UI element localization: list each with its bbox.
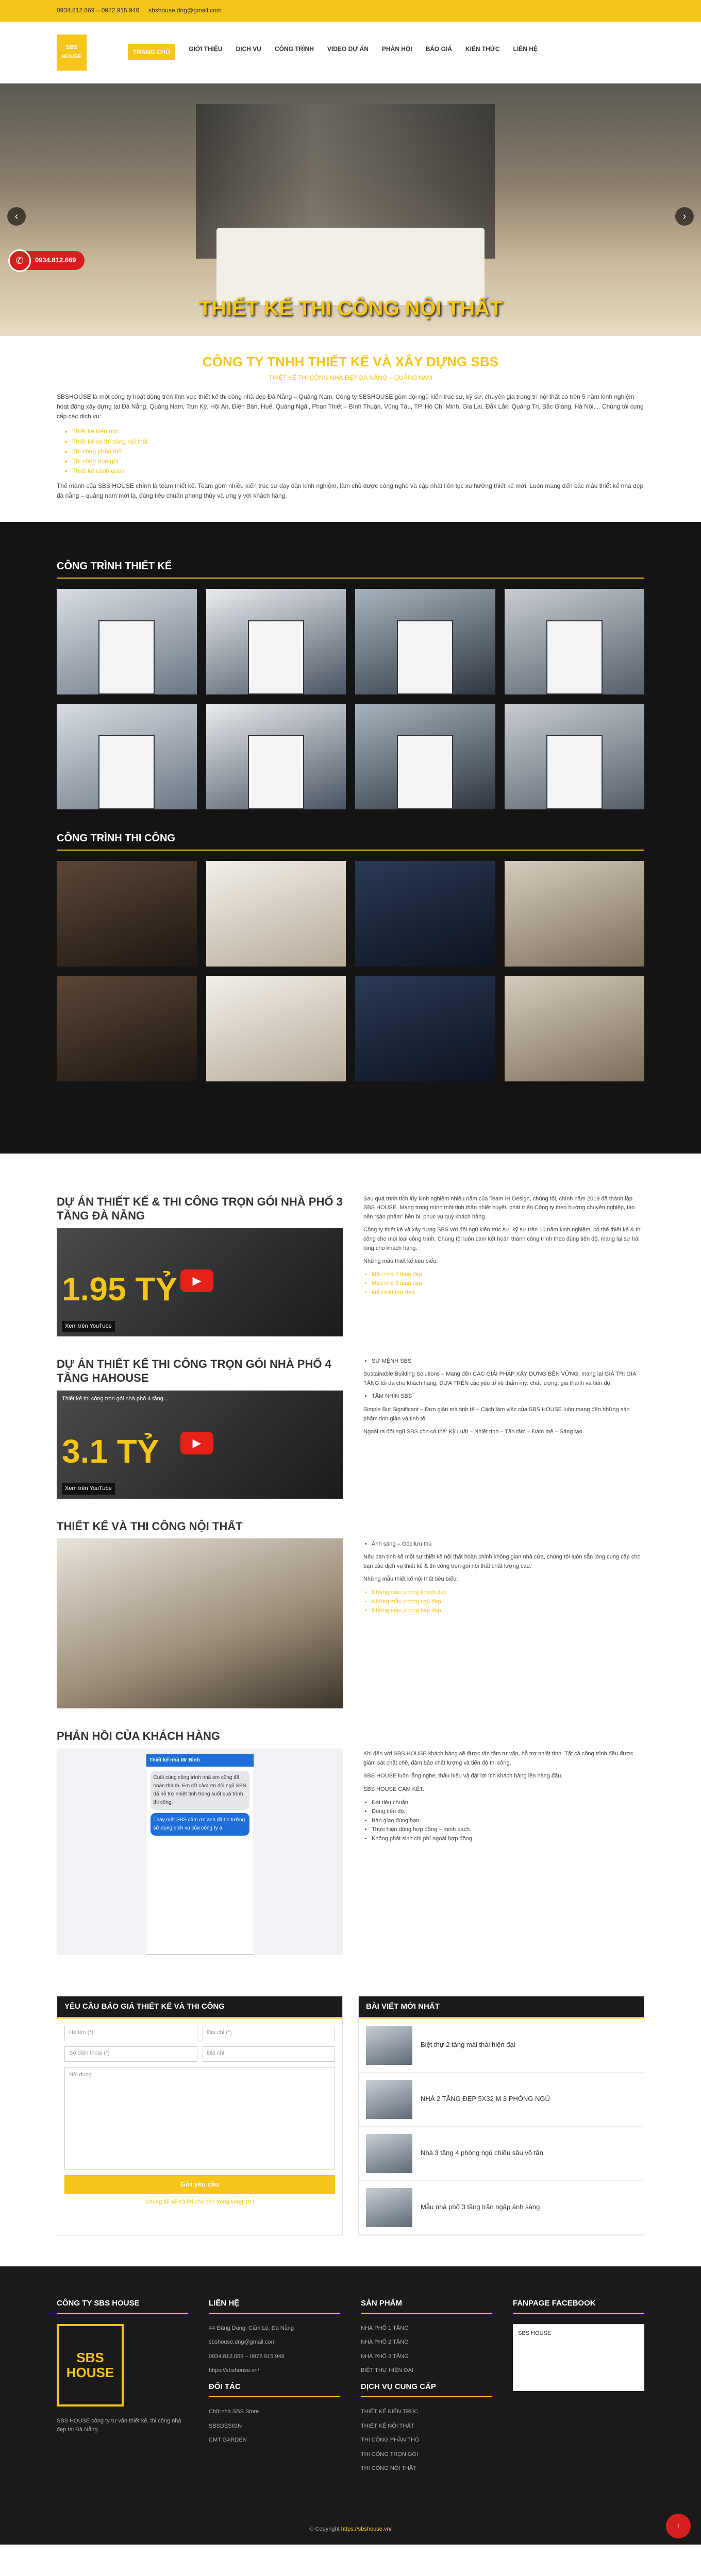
project-row (57, 1519, 644, 1709)
mission-heading: • SỨ MỆNH SBS (372, 1357, 644, 1366)
build-thumb[interactable] (355, 861, 495, 967)
desc-paragraph: Những mẫu thiết kế tiêu biểu: (363, 1258, 438, 1265)
play-icon[interactable]: ▶ (180, 1432, 213, 1454)
phone-link[interactable]: 0934.812.669 – 0972.915.946 (209, 2353, 285, 2360)
house-illustration (546, 620, 603, 694)
service-link[interactable]: • Thiết kế và thi công nội thất (72, 437, 644, 447)
main-nav (128, 44, 538, 60)
project-description (363, 1357, 644, 1499)
nav-video[interactable]: VIDEO DỰ ÁN (327, 45, 369, 53)
house-illustration (546, 735, 603, 809)
youtube-link[interactable]: Xem trên YouTube (62, 1483, 115, 1495)
intro-section (0, 336, 701, 522)
news-link[interactable]: Nhà 3 tầng 4 phòng ngủ chiều sâu vô tận (421, 2149, 543, 2157)
nav-contact[interactable]: LIÊN HỆ (513, 45, 538, 53)
copyright-link[interactable]: https://sbshouse.vn/ (341, 2526, 392, 2532)
house-illustration (98, 620, 155, 694)
site-header (0, 22, 701, 83)
feedback-carousel (57, 1749, 343, 1955)
footer-company (57, 2297, 188, 2479)
product-link[interactable]: NHÀ PHỐ 1 TẦNG (361, 2325, 409, 2331)
product-link[interactable]: NHÀ PHỐ 3 TẦNG (361, 2353, 409, 2360)
email-field[interactable]: Địa chỉ (203, 2046, 336, 2062)
email-info: sbshouse.dng@gmail.com (148, 7, 222, 14)
project-row (57, 1729, 644, 1955)
submit-button[interactable]: Gửi yêu cầu (64, 2175, 335, 2194)
hero-heading: THIẾT KẾ THI CÔNG NỘI THẤT (198, 297, 503, 320)
house-illustration (397, 735, 453, 809)
design-thumb[interactable] (206, 589, 346, 694)
news-item[interactable] (359, 2019, 644, 2073)
sample-link[interactable]: • Mẫu nhà 2 tầng đẹp (372, 1270, 644, 1280)
sample-link[interactable]: • Những mẫu phòng ngủ đẹp (372, 1598, 644, 1607)
desc-paragraph: Sau quá trình tích lũy kinh nghiệm nhiều năm của Team IH Design, chúng tôi, chính năm 2019 đã thành lập SBS HOUSE. Mang trong mình một tinh thần nhiệt huyết, phát triển Công ty theo hướng chuyên nghiệp, tạo nên “sản phẩm” bền bỉ, phục vụ quý khách hàng. (363, 1195, 635, 1220)
project-title: THIẾT KẾ VÀ THI CÔNG NỘI THẤT (57, 1519, 243, 1533)
footer-desc: SBS HOUSE công ty tư vấn thiết kế, thi công nhà đẹp tại Đà Nẵng. (57, 2417, 181, 2433)
desc-paragraph: Simple But Significant – Đơn giản mà tinh tế – Cách làm việc của SBS HOUSE luôn mang đến những sản phẩm tinh giản và tinh tế. (363, 1406, 630, 1422)
quote-form-title: YÊU CẦU BÁO GIÁ THIẾT KẾ VÀ THI CÔNG (57, 1996, 342, 2019)
footer-heading: CÔNG TY SBS HOUSE (57, 2297, 188, 2314)
build-projects-title: CÔNG TRÌNH THI CÔNG (57, 830, 644, 851)
news-title: BÀI VIẾT MỚI NHẤT (359, 1996, 644, 2019)
website-link[interactable]: https://sbshouse.vn/ (209, 2367, 259, 2374)
hotline-button[interactable]: 0934.812.669 (10, 251, 85, 270)
footer-logo[interactable]: SBS HOUSE (57, 2324, 124, 2406)
nav-home[interactable]: TRANG CHỦ (128, 44, 175, 60)
partner-link[interactable]: Chữ nhà SBS Store (209, 2409, 259, 2415)
build-thumb[interactable] (57, 861, 197, 967)
phone-icon[interactable]: ✆ (8, 249, 31, 272)
email-link[interactable]: sbshouse.dng@gmail.com (209, 2339, 276, 2346)
news-item[interactable] (359, 2073, 644, 2127)
house-illustration (248, 735, 304, 809)
service-link[interactable]: THI CÔNG NỘI THẤT (361, 2465, 416, 2472)
service-list (72, 427, 644, 476)
commit-item: • Đúng tiến độ. (372, 1807, 644, 1817)
news-link[interactable]: Biệt thự 2 tầng mái thái hiện đại (421, 2041, 515, 2049)
build-thumb[interactable] (505, 976, 645, 1081)
feedback-description (363, 1729, 644, 1955)
logo[interactable]: SBS HOUSE (57, 35, 87, 71)
address-field[interactable]: Địa chỉ (*) (203, 2026, 336, 2041)
chat-message: Cuối cùng công trình nhà em cũng đã hoàn thành. Em rất cảm ơn đội ngũ SBS đã hỗ trợ nhiệt tình trong suốt quá trình thi công. (151, 1771, 249, 1810)
service-link[interactable]: • Thi công phần thô (72, 447, 644, 456)
desc-bullet: • Ánh sáng – Góc lưu thú (372, 1540, 644, 1549)
interior-image[interactable] (57, 1538, 343, 1708)
build-thumb[interactable] (206, 861, 346, 967)
footer-fanpage (513, 2297, 644, 2479)
desc-paragraph: SBS HOUSE luôn lắng nghe, thấu hiểu và đặt lợi ích khách hàng lên hàng đầu. (363, 1773, 563, 1780)
design-grid (57, 589, 644, 809)
design-thumb[interactable] (505, 704, 645, 809)
nav-about[interactable]: GIỚI THIỆU (189, 45, 223, 53)
build-grid (57, 861, 644, 1081)
footer-contact (209, 2297, 340, 2479)
video-price: 3.1 TỶ (62, 1433, 159, 1470)
address-item: 44 Đăng Dung, Cẩm Lệ, Đà Nẵng (209, 2325, 294, 2331)
news-thumb[interactable] (366, 2188, 412, 2227)
nav-quote[interactable]: BÁO GIÁ (425, 45, 452, 53)
desc-paragraph: Nếu bạn tính kế một sự thiết kế nội thất hoàn chỉnh không gian nhà cửa, chúng tôi luôn sẵn lòng cung cấp cho bạn các dịch vụ thiết kế & thi công trọn gói nội thất chất lượng cao. (363, 1554, 641, 1569)
footer-products (361, 2297, 492, 2479)
copyright-text: © Copyright (309, 2526, 340, 2532)
nav-projects[interactable]: CÔNG TRÌNH (274, 45, 314, 53)
intro-text-2: Thế mạnh của SBS HOUSE chính là team thiết kế. Team gồm nhiều kiến trúc sư dày dặn kinh nghiệm, làm chủ được công nghệ và cập nhật liên tục xu hướng thiết kế mới. Luôn mang đến các mẫu thiết kế nhà đẹp đà nẵng – quảng nam mới lạ, đúng tiêu chuẩn phong thủy và ưng ý với khách hàng. (57, 482, 644, 500)
projects-gallery (0, 522, 701, 1154)
chat-message: Thay mặt SBS cảm ơn anh đã tin tưởng sử dụng dịch vụ của công ty ạ. (151, 1813, 249, 1836)
service-link[interactable]: THI CÔNG TRỌN GÓI (361, 2451, 419, 2458)
video-caption: Thiết kế thi công trọn gói nhà phố 4 tầng... (62, 1395, 169, 1402)
partner-link[interactable]: CMT GARDEN (209, 2437, 247, 2444)
design-thumb[interactable] (355, 589, 495, 694)
play-icon[interactable]: ▶ (180, 1269, 213, 1292)
quote-and-news (0, 1996, 701, 2266)
footer-heading: LIÊN HỆ (209, 2297, 340, 2314)
video-player[interactable] (57, 1228, 343, 1336)
house-illustration (248, 620, 304, 694)
service-link[interactable]: THI CÔNG PHẦN THÔ (361, 2437, 420, 2444)
desc-paragraph: Công ty thiết kế và xây dựng SBS với đội ngũ kiến trúc sư, kỹ sư trên 10 năm kinh nghiệm, có thể thiết kế & thi công cho mọi loại công trình. Chúng tôi luôn cam kết hoàn thành công trình theo đúng tiến độ, mang lại sự hài lòng cho khách hàng. (363, 1227, 642, 1251)
service-link[interactable]: • Thiết kế kiến trúc (72, 427, 644, 436)
news-thumb[interactable] (366, 2026, 412, 2065)
design-projects-title: CÔNG TRÌNH THIẾT KẾ (57, 558, 644, 579)
desc-paragraph: Khi đến với SBS HOUSE khách hàng sẽ được tận tâm tư vấn, hỗ trợ nhiệt tình. Tất cả công trình đều được giám sát chặt chẽ, đảm bảo chất lượng và tiến độ thi công. (363, 1751, 633, 1766)
back-to-top-icon[interactable]: ↑ (666, 2514, 691, 2538)
youtube-link[interactable]: Xem trên YouTube (62, 1321, 115, 1332)
company-subtitle: THIẾT KẾ THI CÔNG NHÀ ĐẸP ĐÀ NẴNG – QUẢNG NAM (269, 374, 432, 381)
latest-news (358, 1996, 644, 2235)
feedback-title: PHẢN HỒI CỦA KHÁCH HÀNG (57, 1730, 220, 1743)
name-field[interactable]: Họ tên (*) (64, 2026, 197, 2041)
house-illustration (98, 735, 155, 809)
nav-feedback[interactable]: PHẢN HỒI (381, 45, 412, 53)
news-item[interactable] (359, 2127, 644, 2181)
hero-slider (0, 83, 701, 336)
design-thumb[interactable] (206, 704, 346, 809)
featured-projects (0, 1154, 701, 1996)
project-title: DỰ ÁN THIẾT KẾ THI CÔNG TRỌN GÓI NHÀ PHỐ 4 TẦNG HAHOUSE (57, 1357, 331, 1385)
fanpage-name[interactable]: SBS HOUSE (518, 2330, 552, 2336)
site-footer (0, 2266, 701, 2545)
build-thumb[interactable] (206, 976, 346, 1081)
project-title: DỰ ÁN THIẾT KẾ & THI CÔNG TRỌN GÓI NHÀ PHỐ 3 TẦNG ĐÀ NẴNG (57, 1195, 343, 1223)
sample-link[interactable]: • Mẫu nhà 3 tầng đẹp (372, 1279, 644, 1289)
intro-text: SBSHOUSE là một công ty hoạt động trên lĩnh vực thiết kế thi công nhà đẹp Đà Nẵng – Quảng Nam. Công ty SBSHOUSE gồm đội ngũ kiến trúc sư, kỹ sư, chuyên gia trong trí nội thất có trên 5 năm kinh nghiệm hoạt động xây dựng tại Đà Nẵng, Quảng Nam, Tam Kỳ, Hội An, Điện Bàn, Huế, Quảng Ngãi, Phan Thiết – Bình Thuận, Vũng Tàu, TP. Hồ Chí Minh, Gia Lai, Đắk Lắk, Quảng Trị, Bắc Giang, Hà Nội,... Chúng tôi cung cấp các dịch vụ: (57, 393, 644, 420)
commit-item: • Bàn giao đúng hạn. (372, 1817, 644, 1826)
sample-link[interactable]: • Những mẫu phòng bếp đẹp (372, 1606, 644, 1616)
vision-heading: • TẦM NHÌN SBS (372, 1392, 644, 1401)
copyright (57, 2479, 644, 2545)
desc-paragraph: Sustainable Building Solutions – Mang đến CÁC GIẢI PHÁP XÂY DỰNG BỀN VỮNG, mang lại GIÁ TRỊ GIA TĂNG tối đa cho khách hàng, DỰA TRÊN các yếu tố về thẩm mỹ, chất lượng, giá thành và tiến độ. (363, 1371, 636, 1386)
service-link[interactable]: • Thi công trọn gói (72, 456, 644, 466)
service-link[interactable]: THIẾT KẾ NỘI THẤT (361, 2422, 414, 2429)
service-link[interactable]: THIẾT KẾ KIẾN TRÚC (361, 2409, 419, 2415)
desc-paragraph: Những mẫu thiết kế nội thất tiêu biểu: (363, 1576, 458, 1583)
quote-form (57, 1996, 343, 2235)
news-link[interactable]: NHÀ 2 TẦNG ĐẸP 5X32 M 3 PHÒNG NGỦ (421, 2095, 550, 2103)
nav-knowledge[interactable]: KIẾN THỨC (465, 45, 500, 53)
service-link[interactable]: • Thiết kế cảnh quan (72, 466, 644, 476)
news-link[interactable]: Mẫu nhà phố 3 tầng trần ngập ánh sáng (421, 2203, 540, 2211)
message-field[interactable]: Nội dung (64, 2067, 335, 2170)
house-illustration (397, 620, 453, 694)
footer-heading: FANPAGE FACEBOOK (513, 2297, 644, 2314)
phone-info: 0934.812.669 – 0972.915.946 (57, 7, 140, 14)
slider-prev-icon[interactable]: ‹ (7, 207, 26, 226)
commit-item: • Đạt tiêu chuẩn. (372, 1799, 644, 1808)
commit-heading: SBS HOUSE CAM KẾT: (363, 1786, 424, 1792)
design-thumb[interactable] (505, 589, 645, 694)
chat-screenshot (146, 1754, 254, 1955)
footer-heading: ĐỐI TÁC (209, 2381, 340, 2397)
facebook-widget[interactable] (513, 2324, 644, 2391)
nav-services[interactable]: DỊCH VỤ (236, 45, 261, 53)
project-row (57, 1195, 644, 1336)
news-thumb[interactable] (366, 2080, 412, 2119)
product-link[interactable]: NHÀ PHỐ 2 TẦNG (361, 2339, 409, 2346)
build-thumb[interactable] (505, 861, 645, 967)
sample-link[interactable]: • Những mẫu phòng khách đẹp (372, 1588, 644, 1598)
design-thumb[interactable] (57, 704, 197, 809)
project-row (57, 1357, 644, 1499)
commit-item: • Không phát sinh chi phí ngoài hợp đồng. (372, 1835, 644, 1844)
build-thumb[interactable] (57, 976, 197, 1081)
desc-paragraph: Ngoài ra đội ngũ SBS còn có thể: Kỹ Luật – Nhiệt tình – Tận tâm – Đam mê – Sáng tạo. (363, 1429, 584, 1435)
project-description (363, 1519, 644, 1709)
design-thumb[interactable] (355, 704, 495, 809)
chat-header: Thiết kế nhà Mr Bình (146, 1754, 254, 1767)
news-thumb[interactable] (366, 2134, 412, 2173)
footer-heading: SẢN PHẨM (361, 2297, 492, 2314)
slider-next-icon[interactable]: › (675, 207, 694, 226)
commit-item: • Thực hiện đúng hợp đồng – minh bạch. (372, 1825, 644, 1835)
phone-field[interactable]: Số điện thoại (*) (64, 2046, 197, 2062)
video-price: 1.95 TỶ (62, 1270, 178, 1308)
form-footnote: Chúng tôi sẽ trả lời cho bạn trong vòng 1h ! (145, 2199, 255, 2206)
video-player[interactable] (57, 1391, 343, 1499)
product-link[interactable]: BIỆT THỰ HIỆN ĐẠI (361, 2367, 413, 2374)
footer-heading: DỊCH VỤ CUNG CẤP (361, 2381, 492, 2397)
news-item[interactable] (359, 2181, 644, 2235)
project-description (363, 1195, 644, 1336)
partner-link[interactable]: SBSDESIGN (209, 2422, 242, 2429)
build-thumb[interactable] (355, 976, 495, 1081)
design-thumb[interactable] (57, 589, 197, 694)
top-bar (0, 0, 701, 22)
sample-link[interactable]: • Mẫu biệt thự đẹp (372, 1289, 644, 1298)
company-title: CÔNG TY TNHH THIẾT KẾ VÀ XÂY DỰNG SBS (203, 354, 498, 369)
